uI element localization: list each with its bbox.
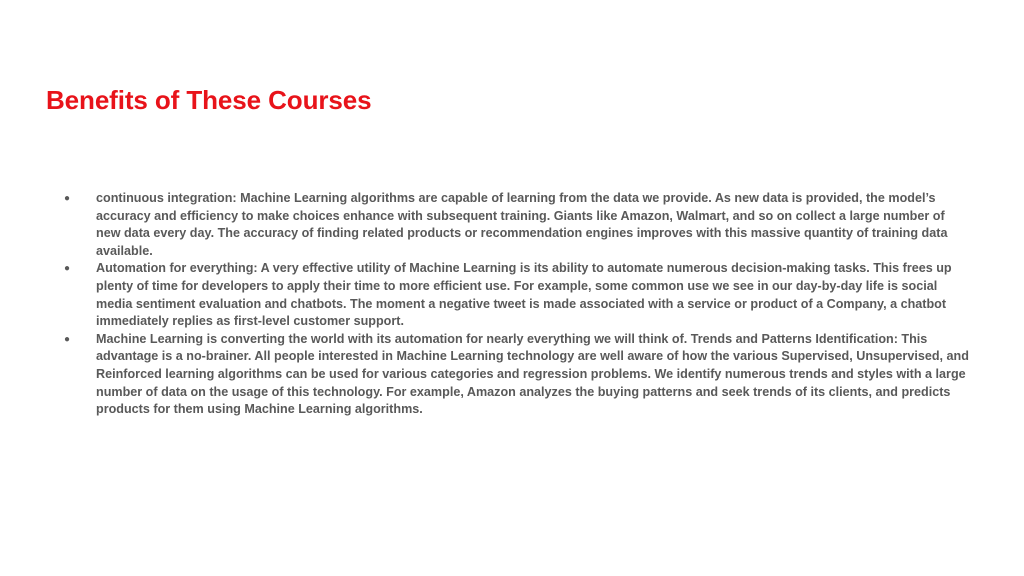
bullet-dot-icon: ● bbox=[64, 193, 71, 204]
bullet-item-trends-patterns bbox=[58, 331, 970, 419]
bullet-dot-icon: ● bbox=[64, 333, 71, 345]
bullet-item-continuous-integration bbox=[58, 190, 970, 260]
slide-title: Benefits of These Courses bbox=[46, 85, 372, 115]
bullet-text: continuous integration: Machine Learning algorithms are capable of learning from the data we provide. As new data is provided, the model’s accuracy and efficiency to make choices enhance with subsequent training. Giants like Amazon, Walmart, and so on collect a large number of new data every day. The accuracy of finding related products or recommendation engines improves with this massive quantity of training data available. bbox=[96, 191, 948, 258]
bullet-item-automation bbox=[58, 260, 970, 330]
bullet-text: Machine Learning is converting the world with its automation for nearly everything we will think of. Trends and Patterns Identification: This advantage is a no-brainer. All people interested in Machine Learning technology are well aware of how the various Supervised, Unsupervised, and Reinforced learning algorithms can be used for various categories and regression problems. We identify numerous trends and styles with a large number of data on the usage of this technology. For example, Amazon analyzes the buying patterns and seek trends of its clients, and predicts products for them using Machine Learning algorithms. bbox=[96, 331, 969, 417]
bullet-list bbox=[58, 190, 970, 419]
bullet-dot-icon: ● bbox=[64, 263, 71, 275]
bullet-text: Automation for everything: A very effective utility of Machine Learning is its ability to automate numerous decision-making tasks. This frees up plenty of time for developers to apply their time to more efficient use. For example, some common use we see in our day-by-day life is social media sentiment evaluation and chatbots. The moment a negative tweet is made associated with a service or product of a Company, a chatbot immediately replies as first-level customer support. bbox=[96, 261, 952, 329]
